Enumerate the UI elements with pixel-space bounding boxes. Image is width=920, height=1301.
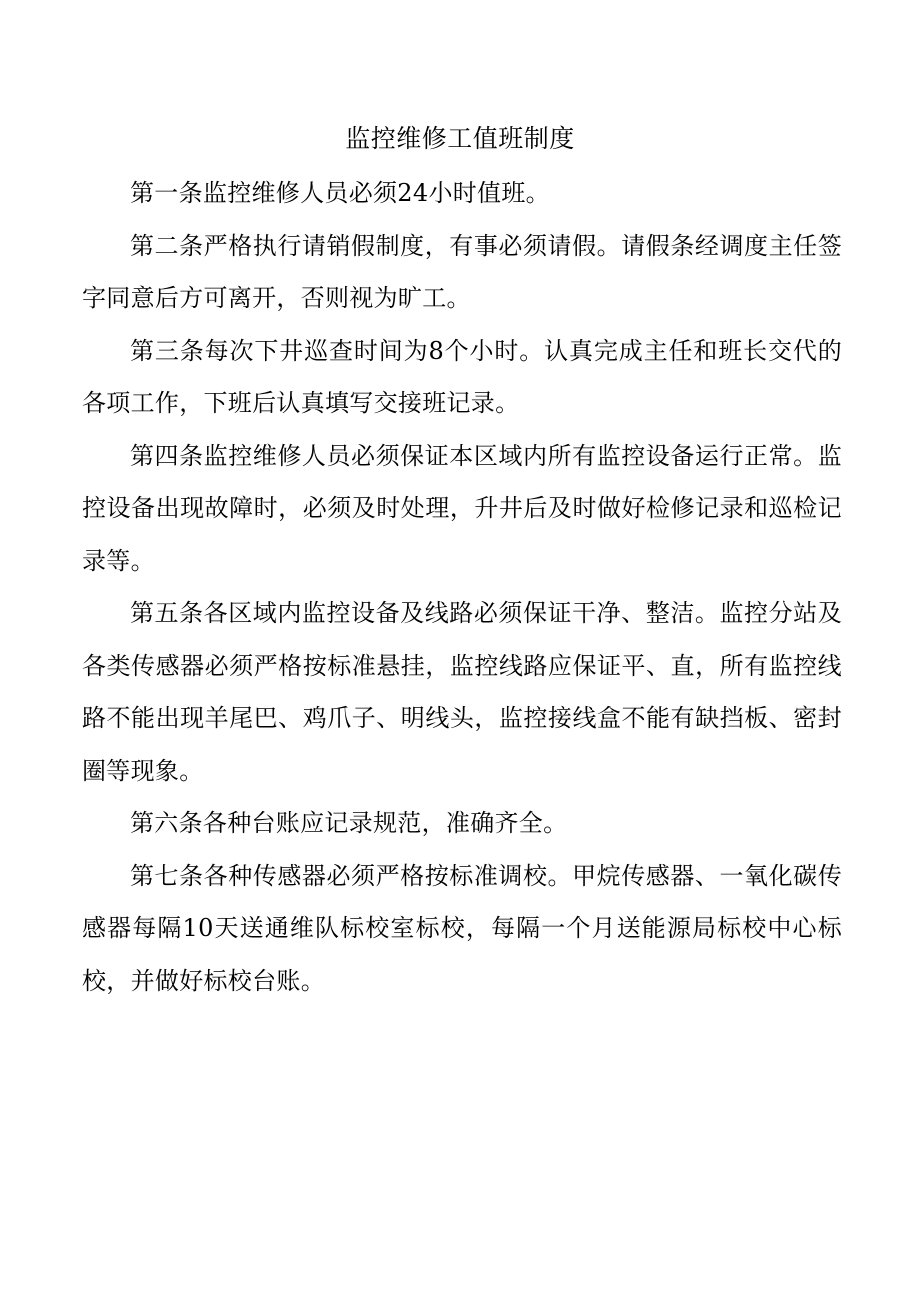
document-body (82, 167, 842, 1007)
article-6: 第六条各种台账应记录规范，准确齐全。 (130, 809, 568, 837)
article-1: 第一条监控维修人员必须24小时值班。 (130, 179, 550, 207)
article-2: 第二条严格执行请销假制度，有事必须请假。请假条经调度主任签字同意后方可离开，否则视为旷工。 (82, 231, 842, 312)
article-4: 第四条监控维修人员必须保证本区域内所有监控设备运行正常。监控设备出现故障时，必须及时处理，升井后及时做好检修记录和巡检记录等。 (82, 441, 842, 575)
article-7: 第七条各种传感器必须严格按标准调校。甲烷传感器、一氧化碳传感器每隔10天送通维队标校室标校，每隔一个月送能源局标校中心标校，并做好标校台账。 (82, 861, 842, 995)
document-title: 监控维修工值班制度 (345, 124, 575, 153)
article-5: 第五条各区域内监控设备及线路必须保证干净、整洁。监控分站及各类传感器必须严格按标准悬挂，监控线路应保证平、直，所有监控线路不能出现羊尾巴、鸡爪子、明线头，监控接线盒不能有缺挡板、密封圈等现象。 (82, 599, 842, 785)
article-3: 第三条每次下井巡查时间为8个小时。认真完成主任和班长交代的各项工作，下班后认真填写交接班记录。 (82, 336, 842, 417)
